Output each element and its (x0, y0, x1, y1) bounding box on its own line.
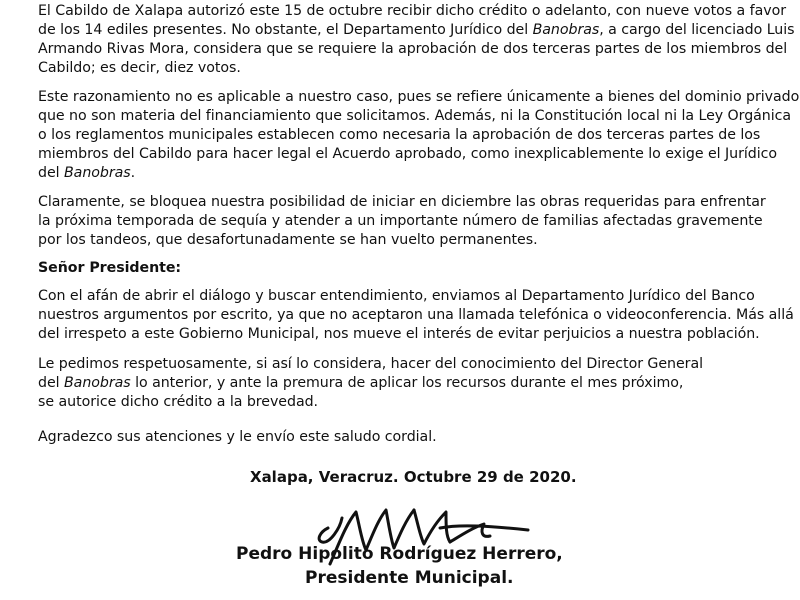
text-run: del (38, 375, 64, 391)
paragraph-request (38, 355, 768, 412)
paragraph-closing: Agradezco sus atenciones y le envío este saludo cordial. (38, 429, 437, 445)
place-date: Xalapa, Veracruz. Octubre 29 de 2020. (250, 468, 577, 486)
text-run: , a cargo del licenciado Luis (599, 22, 795, 38)
salutation: Señor Presidente: (38, 260, 182, 276)
paragraph-line: Con el afán de abrir el diálogo y buscar entendimiento, enviamos al Departamento Jurídico del Banco (38, 288, 755, 304)
banobras-italic: Banobras (64, 375, 131, 391)
text-run: del (38, 165, 64, 181)
paragraph-line: nuestros argumentos por escrito, ya que no aceptaron una llamada telefónica o videoconferencia. Más allá (38, 307, 794, 323)
banobras-italic: Banobras (532, 22, 600, 38)
paragraph-line: miembros del Cabildo para hacer legal el Acuerdo aprobado, como inexplicablemente lo exige el Jurídico (38, 146, 778, 162)
paragraph-line (38, 374, 768, 393)
paragraph-line: del irrespeto a este Gobierno Municipal, nos mueve el interés de evitar perjuicios a nuestra población. (38, 326, 760, 342)
paragraph-line: la próxima temporada de sequía y atender a un importante número de familias afectadas gravemente (38, 213, 763, 229)
paragraph-blocked-works (38, 193, 768, 250)
paragraph-line: Le pedimos respetuosamente, si así lo considera, hacer del conocimiento del Director General (38, 356, 703, 372)
text-run: . (130, 165, 136, 181)
paragraph-line: Claramente, se bloquea nuestra posibilidad de iniciar en diciembre las obras requeridas para enfrentar (38, 194, 766, 210)
paragraph-line: por los tandeos, que desafortunadamente se han vuelto permanentes. (38, 232, 538, 248)
paragraph-line: Cabildo; es decir, diez votos. (38, 60, 241, 76)
paragraph-line: o los reglamentos municipales establecen como necesaria la aprobación de dos terceras partes de los (38, 127, 761, 143)
signer-name: Pedro Hipolito Rodríguez Herrero, (236, 544, 563, 564)
paragraph-dialogue (38, 287, 794, 344)
signer-title: Presidente Municipal. (305, 568, 514, 588)
text-run: de los 14 ediles presentes. No obstante, el Departamento Jurídico del (38, 22, 533, 38)
paragraph-line: Este razonamiento no es aplicable a nuestro caso, pues se refiere únicamente a bienes del dominio privado (38, 89, 800, 105)
paragraph-line: que no son materia del financiamiento que solicitamos. Además, ni la Constitución local ni la Ley Orgánica (38, 108, 792, 124)
paragraph-line: El Cabildo de Xalapa autorizó este 15 de octubre recibir dicho crédito o adelanto, con nueve votos a favor (38, 3, 786, 19)
paragraph-line (38, 21, 795, 40)
text-run: lo anterior, y ante la premura de aplicar los recursos durante el mes próximo, (130, 375, 684, 391)
paragraph-line (38, 164, 768, 183)
banobras-italic: Banobras (64, 165, 131, 181)
paragraph-line: se autorice dicho crédito a la brevedad. (38, 394, 318, 410)
paragraph-reasoning (38, 88, 800, 183)
paragraph-cabildo-authorization (38, 2, 795, 78)
paragraph-line: Armando Rivas Mora, considera que se requiere la aprobación de dos terceras partes de los miembros del (38, 41, 788, 57)
